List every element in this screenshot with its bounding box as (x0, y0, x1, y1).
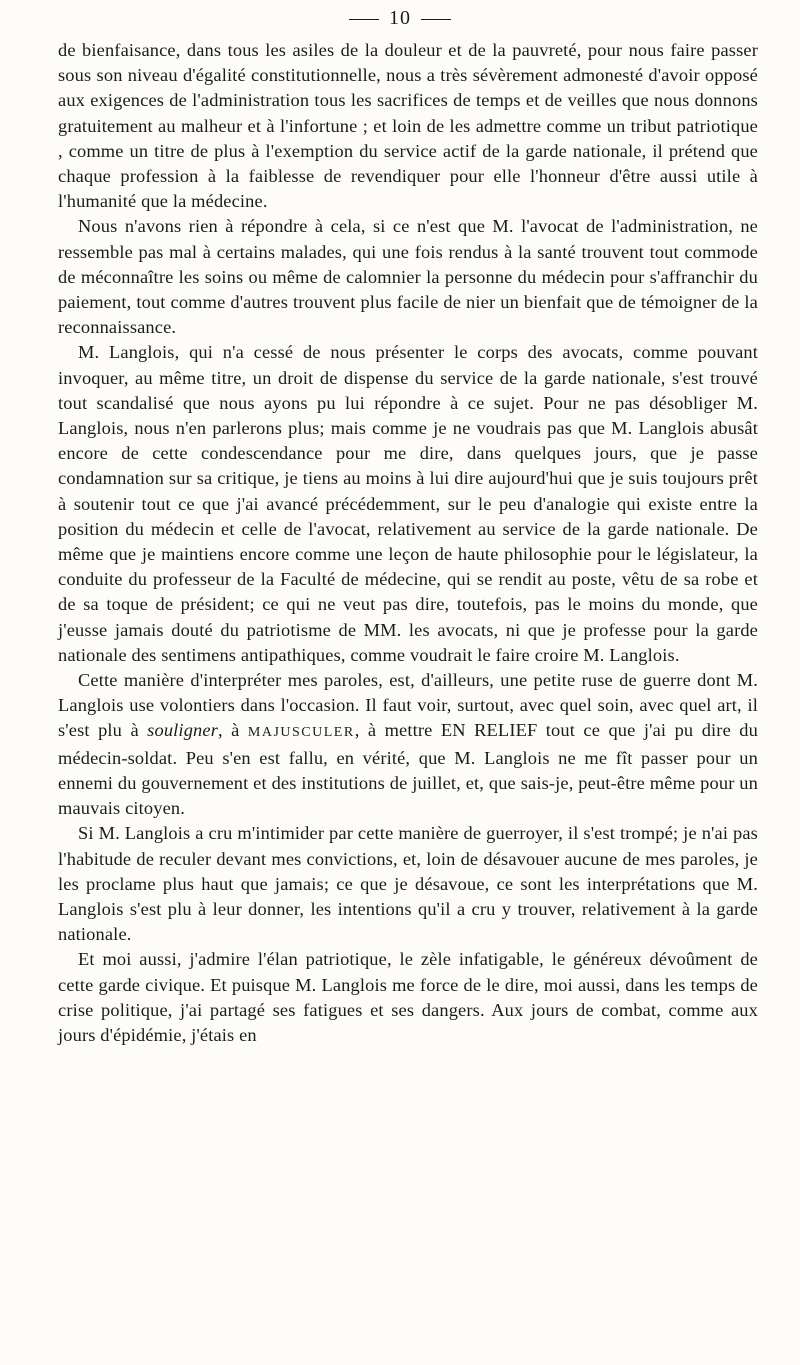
paragraph-4 (58, 668, 758, 821)
paragraph-4-end: , à mettre EN RELIEF tout ce que j'ai pu dire du médecin-soldat. Peu s'en est fallu, en vérité, que M. Langlois ne me fît passer pour un ennemi du gouvernement et des institutions de juillet, et, que sais-je, peut-être même pour un mauvais citoyen. (58, 720, 758, 819)
paragraph-1: de bienfaisance, dans tous les asiles de la douleur et de la pauvreté, pour nous faire passer sous son niveau d'égalité constitutionnelle, nous a très sévèrement admonesté d'avoir opposé aux exigences de l'administration tous les sacrifices de temps et de veilles que nous donnons gratuitement au malheur et à l'infortune ; et loin de les admettre comme un tribut patriotique , comme un titre de plus à l'exemption du service actif de la garde nationale, il prétend que chaque profession à la faiblesse de revendiquer pour elle l'honneur d'être aussi utile à l'humanité que la médecine. (58, 40, 758, 212)
paragraph-4-smallcaps: MAJUSCULER (247, 725, 355, 741)
paragraph-2: Nous n'avons rien à répondre à cela, si ce n'est que M. l'avocat de l'administration, ne ressemble pas mal à certains malades, qui une fois rendus à la santé trouvent tout commode de méconnaître les soins ou même de calomnier la personne du médecin pour s'affranchir du paiement, tout comme d'autres trouvent plus facile de nier un bienfait que de témoigner de la reconnaissance. (58, 216, 758, 338)
paragraph-4-italic: souligner (147, 720, 218, 741)
header-dash-right (421, 19, 451, 20)
paragraph-3: M. Langlois, qui n'a cessé de nous présenter le corps des avocats, comme pouvant invoquer, au même titre, un droit de dispense du service de la garde nationale, s'est trouvé tout scandalisé que nous ayons pu lui répondre à ce sujet. Pour ne pas désobliger M. Langlois, nous n'en parlerons plus; mais comme je ne voudrais pas que M. Langlois abusât encore de cette condescendance pour me dire, dans quelques jours, que je passe condamnation sur sa critique, je tiens au moins à lui dire aujourd'hui que je suis toujours prêt à soutenir tout ce que j'ai avancé précédemment, sur le peu d'analogie qui existe entre la position du médecin et celle de l'avocat, relativement au service de la garde nationale. De même que je maintiens encore comme une leçon de haute philosophie pour le législateur, la conduite du professeur de la Faculté de médecine, qui se rendit au poste, vêtu de sa robe et de sa toque de président; ce qui ne veut pas dire, toutefois, pas le moins du monde, que j'eusse jamais douté du patriotisme de MM. les avocats, ni que je professe pour la garde nationale des sentimens antipathiques, comme voudrait le faire croire M. Langlois. (58, 342, 758, 665)
page-number: 10 (389, 7, 411, 29)
header-dash-left (349, 19, 379, 20)
paragraph-4-start: Cette manière d'interpréter mes paroles, est, d'ailleurs, une petite ruse de guerre dont M. Langlois use volontiers dans l'occasion. Il faut voir, surtout, avec quel soin, avec quel art, il s'est plu à (58, 670, 758, 741)
paragraph-5: Si M. Langlois a cru m'intimider par cette manière de guerroyer, il s'est trompé; je n'ai pas l'habitude de reculer devant mes convictions, et, loin de désavouer aucune de mes paroles, je les proclame plus haut que jamais; ce que je désavoue, ce sont les interprétations que M. Langlois s'est plu à leur donner, les intentions qu'il a cru y trouver, relativement à la garde nationale. (58, 823, 758, 945)
paragraph-4-mid: , à (218, 720, 248, 741)
body-text (58, 38, 758, 1048)
paragraph-6: Et moi aussi, j'admire l'élan patriotique, le zèle infatigable, le généreux dévoûment de cette garde civique. Et puisque M. Langlois me force de le dire, moi aussi, dans les temps de crise politique, j'ai partagé ses fatigues et ses dangers. Aux jours de combat, comme aux jours d'épidémie, j'étais en (58, 949, 758, 1045)
page-header (0, 4, 800, 32)
